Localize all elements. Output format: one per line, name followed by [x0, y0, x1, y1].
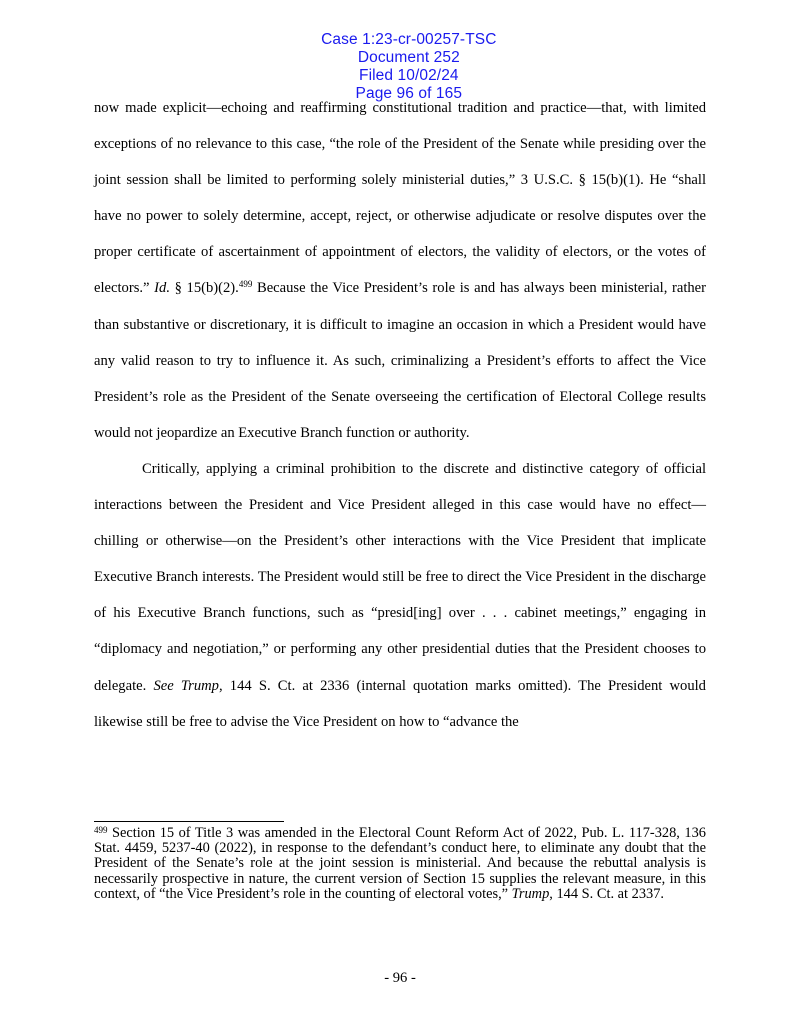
footnote-divider — [94, 821, 284, 822]
footnote-reference[interactable]: 499 — [238, 279, 253, 290]
footnote-text-b: , 144 S. Ct. at 2337. — [549, 885, 664, 902]
paragraph-1-text-c: Because the Vice President’s role is and has always been ministerial, rather than substantive or discretionary, it is difficult to imagine an occasion in which a President would have any valid reason to try to influence it. As such, criminalizing a President’s efforts to affect the Vice President’s role as the President of the Senate overseeing the certification of Electoral College results would not jeopardize an Executive Branch function or authority. — [94, 280, 707, 441]
page-indicator: Page 96 of 165 — [355, 85, 463, 102]
page-number: - 96 - — [384, 970, 416, 986]
paragraph-2-text-b: , 144 S. Ct. at 2336 (internal quotation marks omitted). The President would likewise still be free to advise the Vice President on how to “advance the — [94, 677, 706, 730]
footnote-trump-citation: Trump — [511, 885, 550, 902]
filed-date: Filed 10/02/24 — [359, 67, 459, 84]
footnote-text-a: Section 15 of Title 3 was amended in the Electoral Count Reform Act of 2022, Pub. L. 117-328, 136 Stat. 4459, 5237-40 (2022), in response to the defendant’s conduct here, to eliminate any doubt that the President of the Senate’s role at the joint session is ministerial. And because the rebuttal analysis is necessarily prospective in nature, the current version of Section 15 supplies the relevant measure, in this context, of “the Vice President’s role in the counting of electoral votes,” — [94, 825, 706, 902]
paragraph-2 — [94, 451, 706, 740]
paragraph-1 — [94, 90, 706, 451]
case-number: Case 1:23-cr-00257-TSC — [321, 31, 497, 48]
document-number: Document 252 — [357, 49, 460, 66]
footnote-499 — [94, 826, 706, 902]
main-text — [94, 90, 706, 740]
paragraph-2-text-a: Critically, applying a criminal prohibition to the discrete and distinctive category of official interactions between the President and Vice President alleged in this case would have no effect—chilling or otherwise—on the President’s other interactions with the Vice President that implicate Executive Branch interests. The President would still be free to direct the Vice President in the discharge of his Executive Branch functions, such as “presid[ing] over . . . cabinet meetings,” engaging in “diplomacy and negotiation,” or performing any other presidential duties that the President chooses to delegate. — [94, 460, 706, 694]
id-citation: Id. — [154, 280, 170, 297]
footnote-number: 499 — [94, 825, 108, 835]
paragraph-1-text-a: now made explicit—echoing and reaffirming constitutional tradition and practice—that, with limited exceptions of no relevance to this case, “the role of the President of the Senate while presiding over the joint session shall be limited to performing solely ministerial duties,” 3 U.S.C. § 15(b)(1). He “shall have no power to solely determine, accept, reject, or otherwise adjudicate or resolve disputes over the proper certificate of ascertainment of appointment of electors, the validity of electors, or the votes of electors.” — [94, 100, 706, 297]
see-trump-citation: See Trump — [153, 677, 219, 694]
paragraph-1-text-b: § 15(b)(2). — [169, 280, 239, 297]
